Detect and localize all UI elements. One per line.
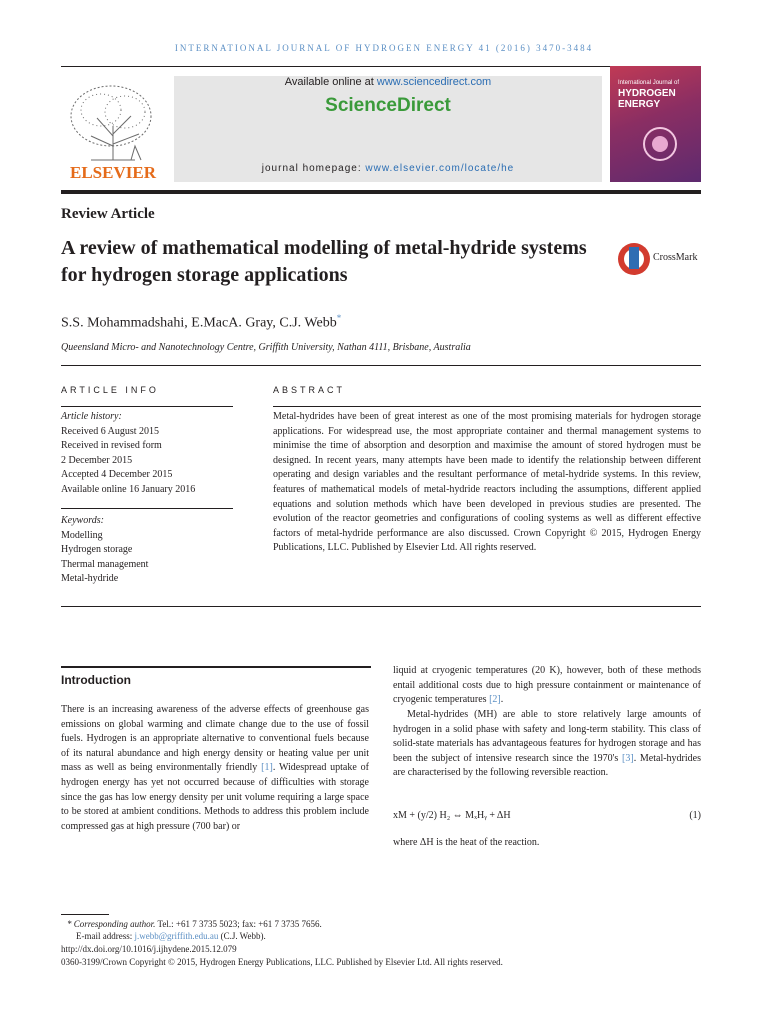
affiliation: Queensland Micro- and Nanotechnology Centre, Griffith University, Nathan 4111, Brisbane, Australia (61, 342, 471, 353)
abstract-divider (273, 406, 701, 407)
history-item: Accepted 4 December 2015 (61, 469, 173, 481)
journal-homepage: journal homepage: www.elsevier.com/locate/he (261, 163, 515, 174)
citation-link[interactable]: [1] (261, 762, 273, 774)
available-online: Available online at www.sciencedirect.com (284, 76, 492, 88)
journal-citation: INTERNATIONAL JOURNAL OF HYDROGEN ENERGY 41 (2016) 3470-3484 (174, 43, 594, 53)
article-type: Review Article (61, 206, 155, 222)
sciencedirect-logo[interactable]: ScienceDirect (325, 95, 451, 116)
intro-paragraph-2: liquid at cryogenic temperatures (20 K), however, both of these methods entail additional costs due to high pressure containment or maintenance of cryogenic temperatures [2]. (393, 665, 701, 706)
top-divider (61, 66, 701, 67)
equation-explanation: where ΔH is the heat of the reaction. (393, 837, 540, 848)
doi-link[interactable]: http://dx.doi.org/10.1016/j.ijhydene.2015.12.079 (61, 944, 237, 954)
intro-paragraph-1: There is an increasing awareness of the adverse effects of greenhouse gas emissions on global warming and climate change due to the use of fossil fuels. Hydrogen is an appropriate alternative to conventional fuels because of its natural abundance and high energy density or heating value per unit mass as well as being environmentally friendly [1]. Widespread uptake of hydrogen energy has yet not occurred because of difficulties with storage since the gas has low energy density per unit volume requiring a large space to be stored at ambient conditions. Methods to address this problem include compressed gas at high pressure (700 bar) or (61, 704, 369, 832)
crossmark-label: CrossMark (653, 252, 698, 263)
equation-number: (1) (689, 810, 701, 821)
history-item: Received in revised form (61, 440, 162, 452)
history-label: Article history: (61, 411, 122, 422)
issn-copyright: 0360-3199/Crown Copyright © 2015, Hydrogen Energy Publications, LLC. Published by Elsevier Ltd. All rights reserved. (61, 957, 503, 967)
homepage-link[interactable]: www.elsevier.com/locate/he (365, 163, 515, 174)
keyword-item: Thermal management (61, 558, 149, 570)
info-divider (61, 406, 233, 407)
cover-circle-graphic (640, 124, 680, 164)
abstract-heading: ABSTRACT (273, 385, 346, 395)
email-footnote: E-mail address: j.webb@griffith.edu.au (C.J. Webb). (76, 931, 266, 941)
citation-link[interactable]: [2] (489, 694, 501, 706)
citation-link[interactable]: [3] (622, 752, 634, 764)
abstract-text: Metal-hydrides have been of great interest as one of the most promising materials for hydrogen storage applications. For widespread use, the most appropriate container and thermal management systems to minimise the time of absorption and desorption and maximise the amount of stored hydrogen must be designed. In recent years, many attempts have been made to identify the relationship between different operating and design variables and the resultant performance of metal-hydride systems. In this review, features of mathematical models of metal-hydride reactors including the assumptions, different applied equations and solution methods which have been developed in previous studies are presented. The evolution of the reactor geometries and configurations of cooling systems as well as different effective factors of metal-hydride performance are also discussed. (273, 411, 701, 539)
abstract-body (273, 410, 701, 556)
keywords-divider (61, 508, 233, 509)
keywords-label: Keywords: (61, 515, 104, 526)
keywords (61, 514, 233, 587)
cover-subtitle: International Journal of (618, 80, 680, 86)
cover-title: HYDROGEN ENERGY (618, 88, 676, 110)
email-link[interactable]: j.webb@griffith.edu.au (134, 931, 219, 941)
crossmark-icon (616, 241, 652, 277)
header-divider (61, 190, 701, 194)
crossmark-badge[interactable] (616, 241, 706, 277)
sciencedirect-link[interactable]: www.sciencedirect.com (376, 76, 492, 88)
article-info-heading: ARTICLE INFO (61, 385, 159, 395)
abstract-copyright: Crown Copyright © 2015, Hydrogen Energy Publications, LLC. Published by Elsevier Ltd. All rights reserved. (273, 527, 702, 554)
abstract-end-divider (61, 606, 701, 607)
equation-body: xM + (y/2) H₂ ⇔ MₓHᵧ + ΔH (393, 810, 511, 821)
keyword-item: Metal-hydride (61, 573, 119, 585)
keyword-item: Modelling (61, 529, 103, 541)
elsevier-wordmark: ELSEVIER (70, 163, 156, 182)
intro-heading: Introduction (61, 673, 131, 687)
equation-1 (393, 810, 701, 821)
history-item: 2 December 2015 (61, 454, 133, 466)
corresponding-mark[interactable]: * (336, 313, 342, 323)
history-item: Received 6 August 2015 (61, 425, 160, 437)
sciencedirect-banner (174, 76, 602, 182)
corresponding-footnote: * Corresponding author. Tel.: +61 7 3735 5023; fax: +61 7 3735 7656. (67, 919, 322, 929)
history-item: Available online 16 January 2016 (61, 483, 196, 495)
section-divider (61, 365, 701, 366)
article-title: A review of mathematical modelling of metal-hydride systems for hydrogen storage applications (61, 237, 587, 286)
article-history (61, 410, 233, 498)
keyword-item: Hydrogen storage (61, 544, 133, 556)
footnote-divider (61, 914, 109, 915)
intro-paragraph-3: Metal-hydrides (MH) are able to store relatively large amounts of hydrogen in a solid phase with safety and long-term stability. This class of solid-state materials has advantageous features for hydrogen storage and has been the subject of intensive research since the 1970's [3]. Metal-hydrides are characterised by the following reversible reaction. (393, 709, 701, 779)
journal-cover-image (610, 66, 701, 182)
author-list: S.S. Mohammadshahi, E.MacA. Gray, C.J. Webb* (61, 313, 342, 331)
intro-divider (61, 666, 371, 668)
